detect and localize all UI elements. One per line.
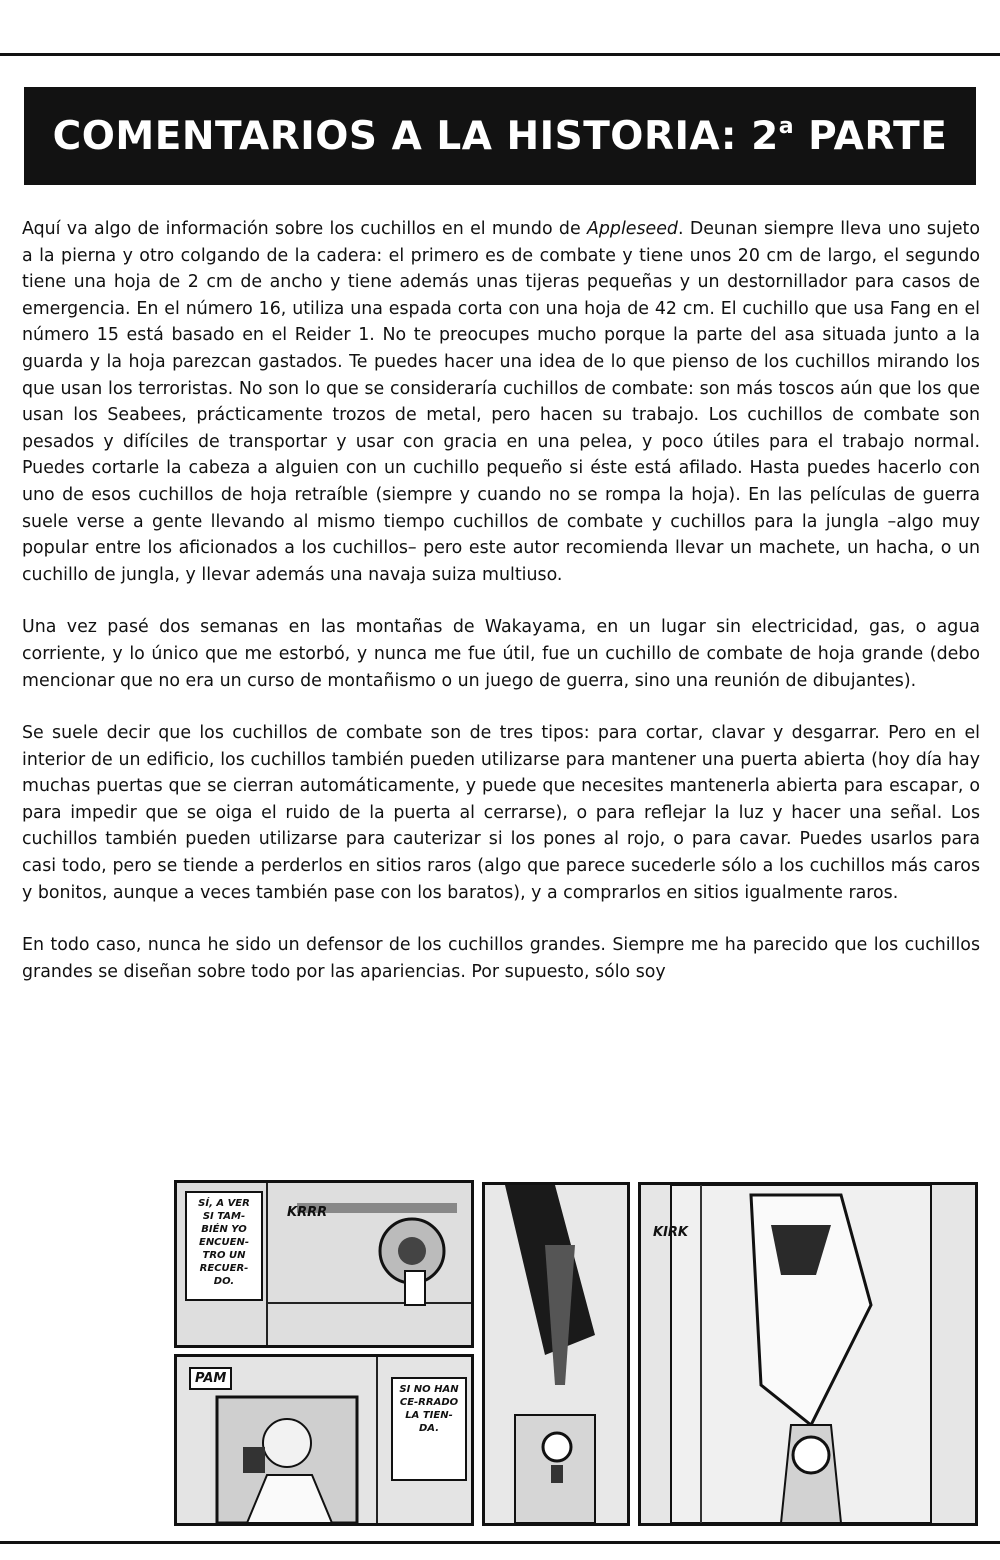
- paragraph-1: Aquí va algo de información sobre los cuchillos en el mundo de Appleseed. Deunan siempre lleva uno sujeto a la pierna y otro colgando de la cadera: el primero es de combate y tiene unos 20 cm de largo, el segundo tiene una hoja de 2 cm de ancho y tiene además unas tijeras pequeñas y un destornillador para casos de emergencia. En el número 16, utiliza una espada corta con una hoja de 42 cm. El cuchillo que usa Fang en el número 15 está basado en el Reider 1. No te preocupes mucho porque la parte del asa situada junto a la guarda y la hoja parezcan gastados. Te puedes hacer una idea de lo que pienso de los cuchillos mirando los que usan los terroristas. No son lo que se consideraría cuchillos de combate: son más toscos aún que los que usan los Seabees, prácticamente trozos de metal, pero hacen su trabajo. Los cuchillos de combate son pesados y difíciles de transportar y usar con gracia en una pelea, y poco útiles para el trabajo normal. Puedes cortarle la cabeza a alguien con un cuchillo pequeño si éste está afilado. Hasta puedes hacerlo con uno de esos cuchillos de hoja retraíble (siempre y cuando no se rompa la hoja). En las películas de guerra suele verse a gente llevando al mismo tiempo cuchillos de combate y cuchillos para la jungla –algo muy popular entre los aficionados a los cuchillos– pero este autor recomienda llevar un machete, un hacha, o un cuchillo de jungla, y llevar además una navaja suiza multiuso.: [22, 219, 980, 585]
- comic-panel-4: [638, 1182, 978, 1526]
- title-banner: [24, 87, 976, 185]
- speech-bubble-1: SÍ, A VER SI TAM-BIÉN YO ENCUEN-TRO UN RECUER-DO.: [185, 1191, 263, 1301]
- comic-strip: [172, 1168, 982, 1526]
- comic-panel-1: [174, 1180, 474, 1348]
- sound-effect-creak: KRRR: [287, 1205, 328, 1220]
- appleseed-title: Appleseed: [586, 219, 678, 239]
- comic-panel-2: [174, 1354, 474, 1526]
- panel-3-art: [485, 1185, 627, 1523]
- panel-4-art: [641, 1185, 975, 1523]
- paragraph-2: Una vez pasé dos semanas en las montañas de Wakayama, en un lugar sin electricidad, gas, o agua corriente, y lo único que me estorbó, y nunca me fue útil, fue un cuchillo de combate de hoja grande (debo mencionar que no era un curso de montañismo o un juego de guerra, sino una reunión de dibujantes).: [22, 617, 980, 691]
- speech-bubble-2: SI NO HAN CE-RRADO LA TIEN-DA.: [391, 1377, 467, 1481]
- comic-panel-3: [482, 1182, 630, 1526]
- top-rule: [0, 53, 1000, 56]
- title-ordinal: a: [778, 113, 795, 139]
- sound-effect-kirk: KIRK: [653, 1225, 688, 1240]
- bottom-rule: [0, 1541, 1000, 1544]
- page-title: COMENTARIOS A LA HISTORIA: 2$^a$ PARTE: [52, 113, 948, 159]
- paragraph-3: Se suele decir que los cuchillos de combate son de tres tipos: para cortar, clavar y desgarrar. Pero en el interior de un edificio, los cuchillos también pueden utilizarse para mantener una puerta abierta (hoy día hay muchas puertas que se cierran automáticamente, y puede que necesites mantenerla abierta para escapar, o para impedir que se oiga el ruido de la puerta al cerrarse), o para reflejar la luz y hacer una señal. Los cuchillos también pueden utilizarse para cauterizar si los pones al rojo, o para cavar. Puedes usarlos para casi todo, pero se tiende a perderlos en sitios raros (algo que parece sucederle sólo a los cuchillos más caros y bonitos, aunque a veces también pase con los baratos), y a comprarlos en sitios igualmente raros.: [22, 723, 980, 903]
- paragraph-4: En todo caso, nunca he sido un defensor de los cuchillos grandes. Siempre me ha parecido que los cuchillos grandes se diseñan sobre todo por las apariencias. Por supuesto, sólo soy: [22, 935, 980, 982]
- article-body: [22, 216, 980, 1011]
- sound-effect-pam: PAM: [189, 1367, 232, 1390]
